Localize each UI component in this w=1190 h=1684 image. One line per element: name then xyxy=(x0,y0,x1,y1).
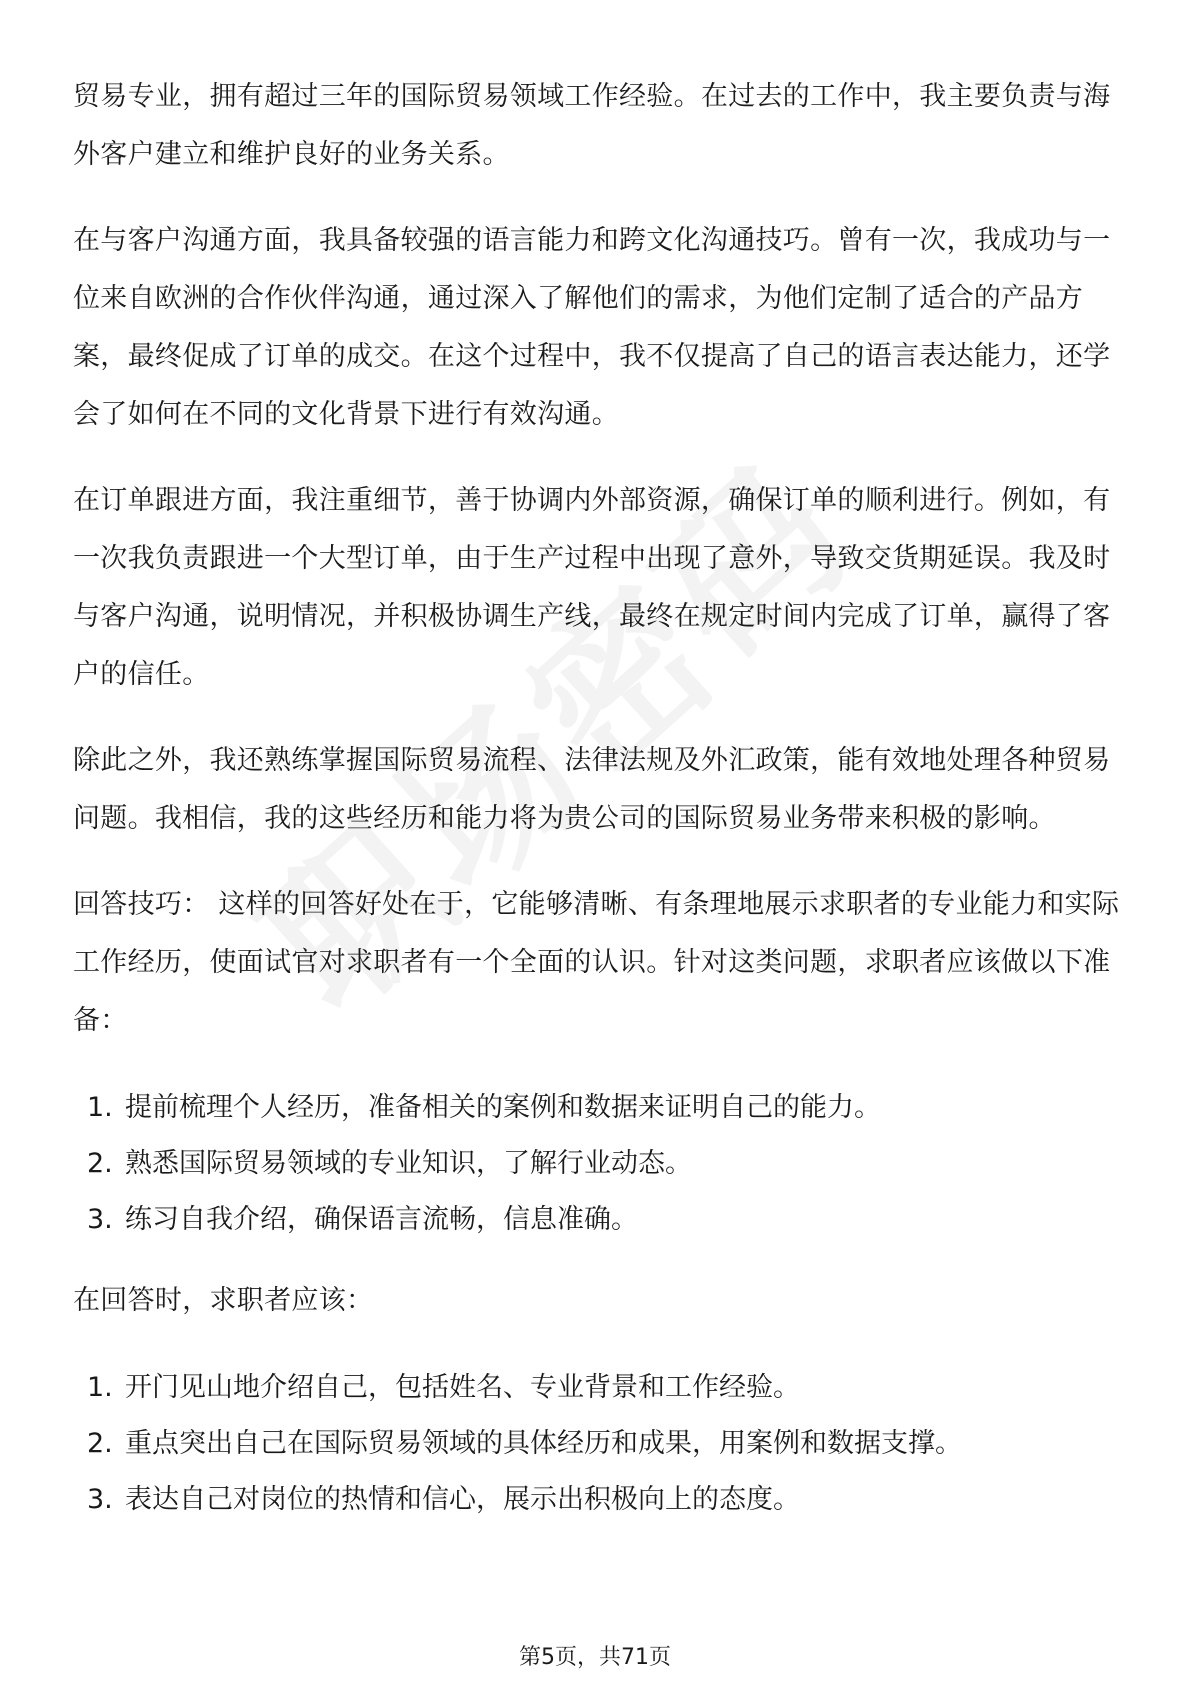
list-number: 3. xyxy=(87,1204,113,1235)
answer-list xyxy=(73,1360,1123,1528)
list-number: 3. xyxy=(87,1484,113,1515)
list-text: 重点突出自己在国际贸易领域的具体经历和成果，用案例和数据支撑。 xyxy=(125,1428,962,1459)
list-item xyxy=(73,1472,1123,1528)
list-item xyxy=(73,1136,1123,1192)
list-text: 练习自我介绍，确保语言流畅，信息准确。 xyxy=(125,1204,638,1235)
paragraph-communication: 在与客户沟通方面，我具备较强的语言能力和跨文化沟通技巧。曾有一次，我成功与一位来自欧洲的合作伙伴沟通，通过深入了解他们的需求，为他们定制了适合的产品方案，最终促成了订单的成交。在这个过程中，我不仅提高了自己的语言表达能力，还学会了如何在不同的文化背景下进行有效沟通。 xyxy=(73,225,1111,430)
document-body xyxy=(73,68,1123,1552)
list-text: 表达自己对岗位的热情和信心，展示出积极向上的态度。 xyxy=(125,1484,800,1515)
list-text: 提前梳理个人经历，准备相关的案例和数据来证明自己的能力。 xyxy=(125,1092,881,1123)
paragraph-answer-tips: 回答技巧： 这样的回答好处在于，它能够清晰、有条理地展示求职者的专业能力和实际工作经历，使面试官对求职者有一个全面的认识。针对这类问题，求职者应该做以下准备： xyxy=(73,889,1120,1036)
list-number: 2. xyxy=(87,1148,113,1179)
page-footer: 第5页，共71页 xyxy=(519,1645,671,1670)
list-number: 2. xyxy=(87,1428,113,1459)
paragraph-background: 贸易专业，拥有超过三年的国际贸易领域工作经验。在过去的工作中，我主要负责与海外客户建立和维护良好的业务关系。 xyxy=(73,81,1111,170)
list-item xyxy=(73,1360,1123,1416)
list-number: 1. xyxy=(87,1372,113,1403)
list-item xyxy=(73,1416,1123,1472)
paragraph-knowledge: 除此之外，我还熟练掌握国际贸易流程、法律法规及外汇政策，能有效地处理各种贸易问题。我相信，我的这些经历和能力将为贵公司的国际贸易业务带来积极的影响。 xyxy=(73,745,1111,834)
list-text: 熟悉国际贸易领域的专业知识，了解行业动态。 xyxy=(125,1148,692,1179)
list-number: 1. xyxy=(87,1092,113,1123)
answer-intro: 在回答时，求职者应该： xyxy=(73,1285,374,1316)
list-item xyxy=(73,1192,1123,1248)
paragraph-order-followup: 在订单跟进方面，我注重细节，善于协调内外部资源，确保订单的顺利进行。例如，有一次我负责跟进一个大型订单，由于生产过程中出现了意外，导致交货期延误。我及时与客户沟通，说明情况，并积极协调生产线，最终在规定时间内完成了订单，赢得了客户的信任。 xyxy=(73,485,1111,690)
prep-list xyxy=(73,1080,1123,1248)
list-item xyxy=(73,1080,1123,1136)
list-text: 开门见山地介绍自己，包括姓名、专业背景和工作经验。 xyxy=(125,1372,800,1403)
